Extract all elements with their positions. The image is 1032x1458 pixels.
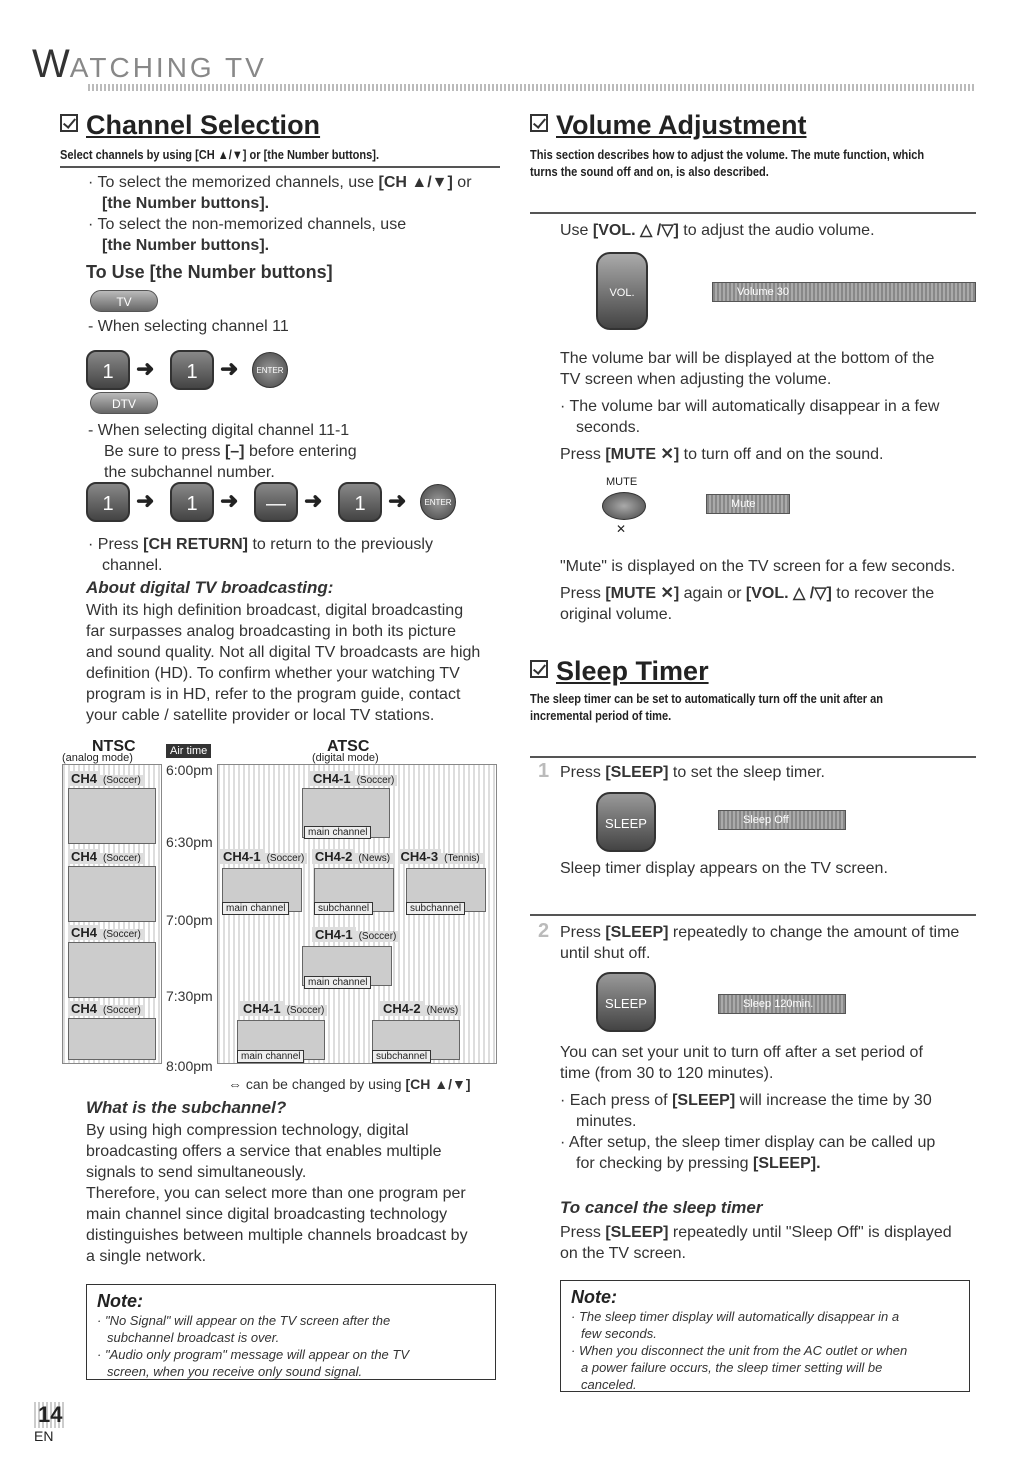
sleep-button: SLEEP bbox=[596, 792, 656, 852]
atsc-row-4-labels: CH4-1 (Soccer) bbox=[240, 1000, 327, 1018]
subchannel-tag: subchannel bbox=[372, 1050, 431, 1063]
ntsc-row-1-label: CH4 (Soccer) bbox=[68, 770, 144, 788]
checkbox-icon bbox=[530, 114, 548, 132]
subchannel-heading: What is the subchannel? bbox=[86, 1098, 287, 1117]
volume-use-line: Use [VOL. △ /▽] to adjust the audio volume. bbox=[560, 222, 875, 239]
mute-osd: Mute bbox=[706, 494, 790, 514]
diagram-caption: ⇔ can be changed by using [CH ▲/▼] bbox=[228, 1076, 471, 1092]
sleep-section-title bbox=[530, 656, 709, 687]
right-note-box bbox=[560, 1280, 970, 1392]
arrow-right-icon: ➜ bbox=[136, 488, 155, 513]
channel-section-title bbox=[60, 110, 320, 141]
atsc-row-3-label: CH4-1 (Soccer) bbox=[312, 926, 399, 944]
sleep-off-osd: Sleep Off bbox=[718, 810, 846, 830]
checkbox-icon bbox=[60, 114, 78, 132]
arrow-right-icon: ➜ bbox=[136, 356, 155, 381]
atsc-sub: (digital mode) bbox=[312, 752, 379, 764]
main-channel-tag: main channel bbox=[304, 826, 371, 839]
divider bbox=[60, 166, 500, 168]
arrow-right-icon: ➜ bbox=[388, 488, 407, 513]
number-key-1b: 1 bbox=[170, 350, 214, 390]
step-1-text: Press [SLEEP] to set the sleep timer. bbox=[560, 764, 825, 781]
volume-paragraph: The volume bar will be displayed at the bottom of the TV screen when adjusting the volume. · The volume bar will automatically disappear in a few seconds. Press [MUTE ✕] to turn off and on the sound. bbox=[560, 350, 940, 463]
dash-key: — bbox=[254, 482, 298, 522]
ntsc-label: NTSC bbox=[92, 738, 136, 755]
enter-key: ENTER bbox=[252, 352, 288, 388]
bullet-2: · To select the non-memorized channels, use bbox=[88, 216, 407, 233]
sleep-subtitle-2: incremental period of time. bbox=[530, 708, 672, 723]
divider bbox=[530, 212, 976, 214]
volume-title-text: Volume Adjustment bbox=[556, 110, 807, 140]
soccer-image bbox=[68, 942, 156, 998]
bullet-2-cont: [the Number buttons]. bbox=[102, 237, 270, 254]
atsc-row-2-labels: CH4-1 (Soccer) CH4-2 (News) CH4-3 (Tennis) bbox=[220, 848, 483, 866]
step-1-description: Sleep timer display appears on the TV screen. bbox=[560, 860, 888, 877]
tv-mode-label: TV bbox=[90, 290, 158, 312]
channel-subtitle: Select channels by using [CH ▲/▼] or [the Number buttons]. bbox=[60, 147, 380, 162]
time-label: 7:00pm bbox=[166, 912, 213, 928]
mute-icon: ✕ bbox=[616, 522, 627, 536]
channel-bullets bbox=[88, 172, 508, 256]
about-digital-heading: About digital TV broadcasting: bbox=[86, 578, 334, 597]
arrow-right-icon: ➜ bbox=[220, 356, 239, 381]
checkbox-icon bbox=[530, 660, 548, 678]
divider bbox=[530, 914, 976, 916]
use-number-heading: To Use [the Number buttons] bbox=[86, 262, 333, 282]
number-key-1: 1 bbox=[86, 482, 130, 522]
bullet-1: · To select the memorized channels, use [CH ▲/▼] or bbox=[88, 174, 472, 191]
number-key-1: 1 bbox=[86, 350, 130, 390]
ex2-line1: - When selecting digital channel 11-1 bbox=[88, 422, 350, 439]
step-2-number: 2 bbox=[538, 920, 550, 942]
sleep-button: SLEEP bbox=[596, 972, 656, 1032]
arrow-right-icon: ➜ bbox=[220, 488, 239, 513]
atsc-label: ATSC bbox=[327, 738, 370, 755]
ex2-line2: Be sure to press [–] before entering bbox=[104, 443, 357, 460]
atsc-row-1-label: CH4-1 (Soccer) bbox=[310, 770, 397, 788]
volume-subtitle-1: This section describes how to adjust the volume. The mute function, which bbox=[530, 147, 925, 162]
mute-paragraph: "Mute" is displayed on the TV screen for a few seconds. Press [MUTE ✕] again or [VOL. △ /▽] to recover the original volume. bbox=[560, 558, 956, 623]
language-label: EN bbox=[34, 1428, 54, 1444]
atsc-row-4-labels-b: CH4-2 (News) bbox=[380, 1000, 461, 1018]
ntsc-row-4-label: CH4 (Soccer) bbox=[68, 1000, 144, 1018]
volume-osd-bar: Volume 30 bbox=[712, 282, 976, 302]
arrow-right-icon: ➜ bbox=[304, 488, 323, 513]
ntsc-row-3-label: CH4 (Soccer) bbox=[68, 924, 144, 942]
time-label: 6:30pm bbox=[166, 834, 213, 850]
divider bbox=[530, 756, 976, 758]
ch-return-bullet: · Press [CH RETURN] to return to the previously channel. bbox=[88, 536, 433, 574]
subchannel-tag: subchannel bbox=[314, 902, 373, 915]
airtime-label: Air time bbox=[166, 744, 211, 758]
ntsc-atsc-diagram bbox=[62, 738, 507, 1078]
note-heading: Note: bbox=[97, 1291, 143, 1311]
about-digital-paragraph: With its high definition broadcast, digital broadcasting far surpasses analog broadcasting in both its picture and sound quality. Not all digital TV broadcasts are high definition (HD). To confirm whether your watching TV program is in HD, refer to the program guide, contact your cable / satellite provider or local TV stations. bbox=[86, 602, 481, 724]
page-header bbox=[32, 42, 267, 87]
channel-title-text: Channel Selection bbox=[86, 110, 321, 140]
mute-button bbox=[602, 492, 646, 520]
step-1-number: 1 bbox=[538, 760, 550, 782]
time-label: 8:00pm bbox=[166, 1058, 213, 1074]
page-number: 14 bbox=[34, 1402, 66, 1428]
volume-section-title bbox=[530, 110, 807, 141]
cancel-sleep-heading: To cancel the sleep timer bbox=[560, 1198, 763, 1217]
header-rest: ATCHING TV bbox=[69, 52, 267, 83]
ntsc-row-2-label: CH4 (Soccer) bbox=[68, 848, 144, 866]
sleep-subtitle-1: The sleep timer can be set to automatically turn off the unit after an bbox=[530, 691, 884, 706]
header-divider bbox=[88, 84, 976, 91]
enter-key: ENTER bbox=[420, 484, 456, 520]
volume-subtitle-2: turns the sound off and on, is also described. bbox=[530, 164, 769, 179]
left-note-box bbox=[86, 1284, 496, 1380]
soccer-image bbox=[68, 788, 156, 844]
time-label: 7:30pm bbox=[166, 988, 213, 1004]
example-2-text bbox=[88, 420, 498, 483]
dtv-mode-label: DTV bbox=[90, 392, 158, 414]
example-1-text: - When selecting channel 11 bbox=[88, 318, 289, 335]
ntsc-sub: (analog mode) bbox=[62, 752, 133, 764]
bullet-1-cont: [the Number buttons]. bbox=[102, 195, 270, 212]
note-list: · The sleep timer display will automatically disappear in a few seconds. · When you disconnect the unit from the AC outlet or when a power failure occurs, the sleep timer setting will be canceled. bbox=[571, 1309, 908, 1392]
step-2-text: Press [SLEEP] repeatedly to change the amount of time until shut off. bbox=[560, 924, 960, 962]
note-heading: Note: bbox=[571, 1287, 617, 1307]
soccer-image bbox=[68, 1018, 156, 1060]
note-list: · "No Signal" will appear on the TV screen after the subchannel broadcast is over. · "Audio only program" message will appear on the TV screen, when you receive only sound signal. bbox=[97, 1313, 410, 1379]
main-channel-tag: main channel bbox=[237, 1050, 304, 1063]
cancel-sleep-text: Press [SLEEP] repeatedly until "Sleep Off" is displayed on the TV screen. bbox=[560, 1224, 952, 1262]
header-w: W bbox=[32, 42, 70, 86]
sleep-paragraph: You can set your unit to turn off after a set period of time (from 30 to 120 minutes). · Each press of [SLEEP] will increase the time by 30 minutes. · After setup, the sleep timer display can be called up for checking by pressing [SLEEP]. bbox=[560, 1044, 936, 1172]
subchannel-tag: subchannel bbox=[406, 902, 465, 915]
vol-button: VOL. bbox=[596, 252, 648, 330]
main-channel-tag: main channel bbox=[304, 976, 371, 989]
double-arrow-icon: ⇔ bbox=[228, 1076, 242, 1092]
sleep-title-text: Sleep Timer bbox=[556, 656, 709, 686]
subchannel-paragraph: By using high compression technology, digital broadcasting offers a service that enables multiple signals to send simultaneously. Therefore, you can select more than one program per main channel since digital broadcasting technology distinguishes between multiple channels broadcast by a single network. bbox=[86, 1122, 468, 1265]
sleep-120-osd: Sleep 120min. bbox=[718, 994, 846, 1014]
ex2-line3: the subchannel number. bbox=[104, 464, 275, 481]
soccer-image bbox=[68, 866, 156, 922]
number-key-1c: 1 bbox=[338, 482, 382, 522]
main-channel-tag: main channel bbox=[222, 902, 289, 915]
number-key-1b: 1 bbox=[170, 482, 214, 522]
time-label: 6:00pm bbox=[166, 762, 213, 778]
mute-label: MUTE bbox=[606, 476, 638, 488]
